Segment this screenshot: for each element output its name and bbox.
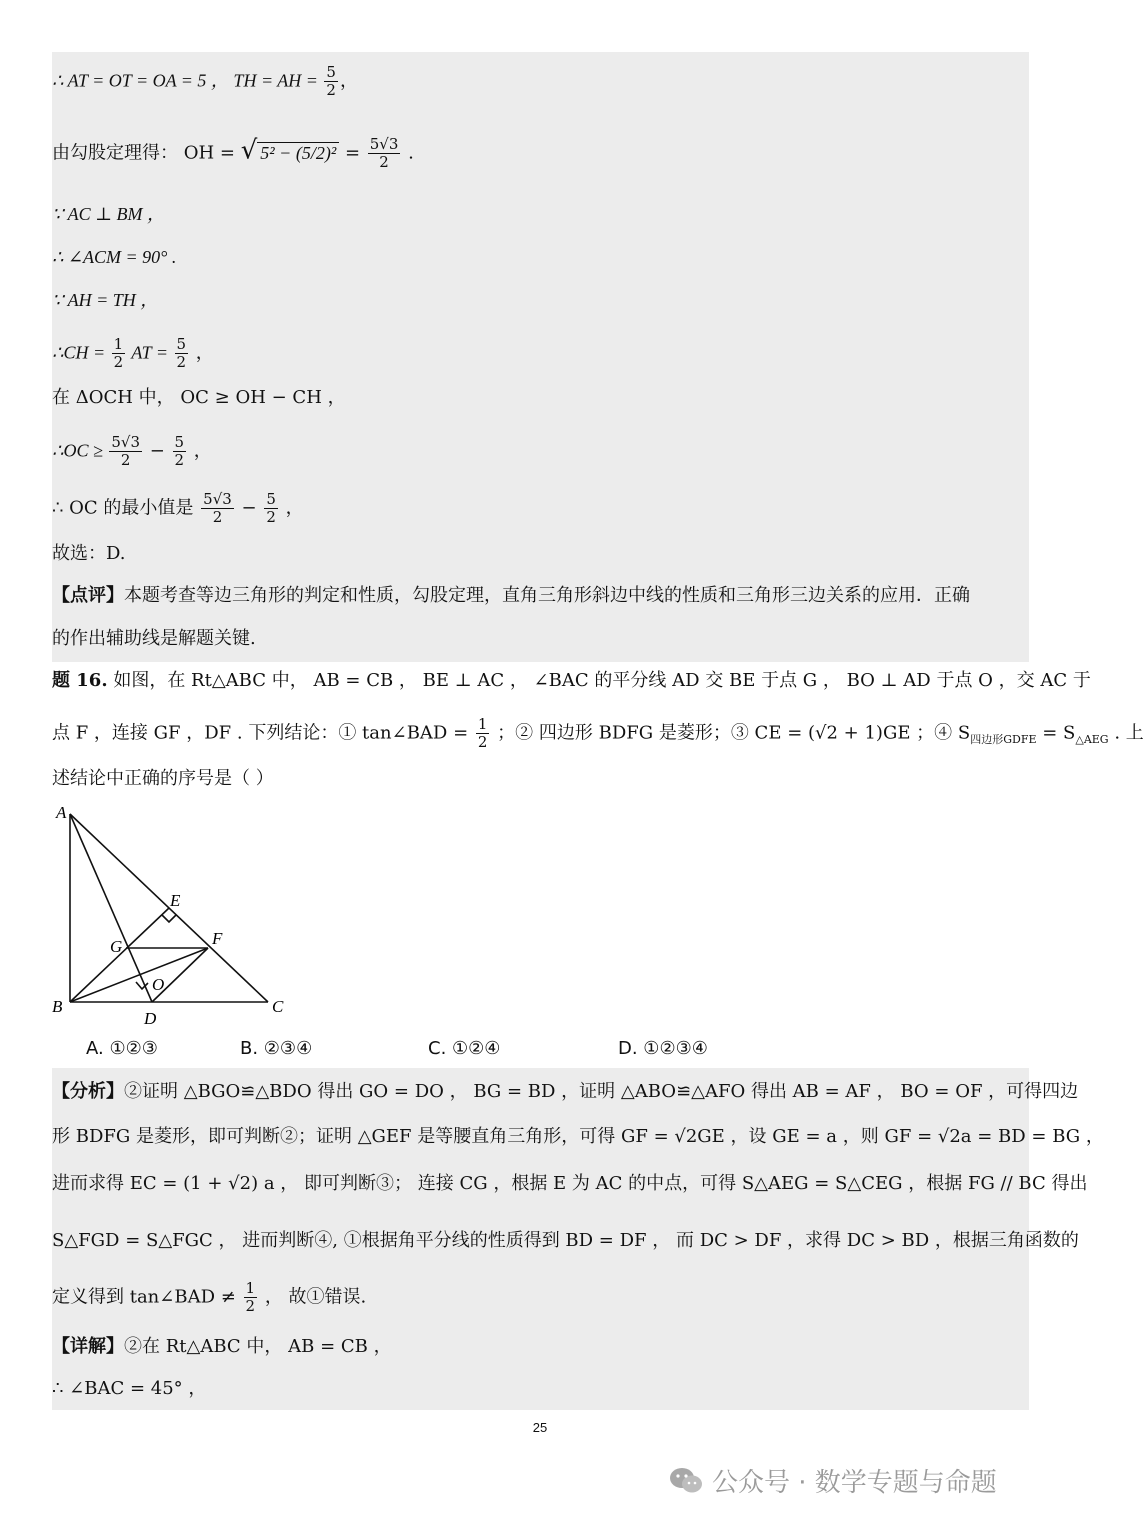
label-B: B: [52, 997, 63, 1016]
option-c[interactable]: C. ①②④: [428, 1038, 501, 1059]
label-D: D: [144, 1009, 157, 1028]
solution-line-5: ∵ AH = TH ，: [52, 290, 159, 310]
problem-line-3: 述结论中正确的序号是（ ）: [52, 768, 274, 789]
solution-line-2: 由勾股定理得： OH = √ 5² − (5/2)² = $\frac{5√3}{2}$ .: [52, 135, 414, 171]
solution-line-1: ∴ AT = OT = OA = 5 ， TH = AH = $\frac{5}{2}$ ，: [52, 63, 358, 99]
label-G: G: [110, 937, 123, 956]
option-d[interactable]: D. ①②③④: [618, 1038, 708, 1059]
analysis-line-5: 定义得到 tan∠BAD ≠ $\frac{1}{2}$ ， 故①错误.: [52, 1279, 367, 1315]
label-A: A: [56, 803, 67, 822]
wechat-icon: [668, 1466, 704, 1496]
problem-line-2: 点 F ，连接 GF ，DF . 下列结论：① tan∠BAD = $\frac{1}{2}$ ；② 四边形 BDFG 是菱形；③ CE = (√2 + 1)GE ；④ $S_{四边形GDFE} = S_{\triangle AEG}$ . 上: [52, 715, 1144, 751]
label-F: F: [212, 929, 223, 948]
detail-line-1: 【详解】②在 Rt△ABC 中， AB = CB ，: [52, 1336, 392, 1357]
analysis-line-2: 形 BDFG 是菱形，即可判断②；证明 △GEF 是等腰直角三角形，可得 GF = √2GE ，设 GE = a ，则 GF = √2a = BD = BG ，: [52, 1126, 1104, 1147]
label-O: O: [152, 975, 165, 994]
comment-line-2: 的作出辅助线是解题关键.: [52, 628, 256, 649]
fraction: $\frac{5}{2}$: [326, 63, 336, 99]
segment-AD: [70, 814, 152, 1002]
detail-line-2: ∴ ∠BAC = 45° ，: [52, 1378, 207, 1399]
watermark-text: 公众号 · 数学专题与命题: [712, 1468, 997, 1498]
analysis-line-4: S△FGD = S△FGC ， 进而判断④, ①根据角平分线的性质得到 BD = DF ， 而 DC > DF ，求得 DC > BD ，根据三角函数的: [52, 1230, 1079, 1251]
solution-line-7: 在 ΔOCH 中， OC ≥ OH − CH ，: [52, 387, 346, 408]
solution-line-10: 故选：D.: [52, 543, 126, 564]
label-C: C: [272, 997, 284, 1016]
right-angle-E: [162, 915, 176, 922]
problem-label: 题 16.: [52, 670, 108, 691]
comment-line-1: 【点评】本题考查等边三角形的判定和性质，勾股定理，直角三角形斜边中线的性质和三角形三边关系的应用．正确: [52, 585, 970, 606]
solution-line-6: ∴CH = $\frac{1}{2}$ AT = $\frac{5}{2}$ ，: [52, 335, 214, 371]
solution-line-9: ∴ OC 的最小值是 $\frac{5√3}{2}$ − $\frac{5}{2}$ ，: [52, 490, 304, 526]
geometry-figure: [44, 800, 304, 1030]
solution-line-3: ∵ AC ⊥ BM ，: [52, 204, 166, 224]
label-E: E: [170, 891, 181, 910]
page-number: 25: [532, 1420, 548, 1435]
solution-line-8: ∴OC ≥ $\frac{5√3}{2}$ − $\frac{5}{2}$ ，: [52, 433, 212, 469]
option-b[interactable]: B. ②③④: [240, 1038, 313, 1059]
fraction: $\frac{5√3}{2}$: [369, 135, 399, 171]
analysis-line-3: 进而求得 EC = (1 + √2) a ， 即可判断③； 连接 CG ，根据 E 为 AC 的中点，可得 S△AEG = S△CEG ，根据 FG // BC 得出: [52, 1173, 1088, 1194]
solution-line-4: ∴ ∠ACM = 90° .: [52, 247, 177, 267]
watermark: [668, 1462, 997, 1499]
analysis-line-1: 【分析】②证明 △BGO≌△BDO 得出 GO = DO ， BG = BD ，证明 △ABO≌△AFO 得出 AB = AF ， BO = OF ，可得四边: [52, 1081, 1079, 1102]
problem-line-1: 题 16. 如图，在 Rt△ABC 中， AB = CB ， BE ⊥ AC ， ∠BAC 的平分线 AD 交 BE 于点 G ， BO ⊥ AD 于点 O ，交 AC 于: [52, 670, 1091, 691]
option-a[interactable]: A. ①②③: [86, 1038, 158, 1059]
segment-BF: [70, 948, 208, 1002]
